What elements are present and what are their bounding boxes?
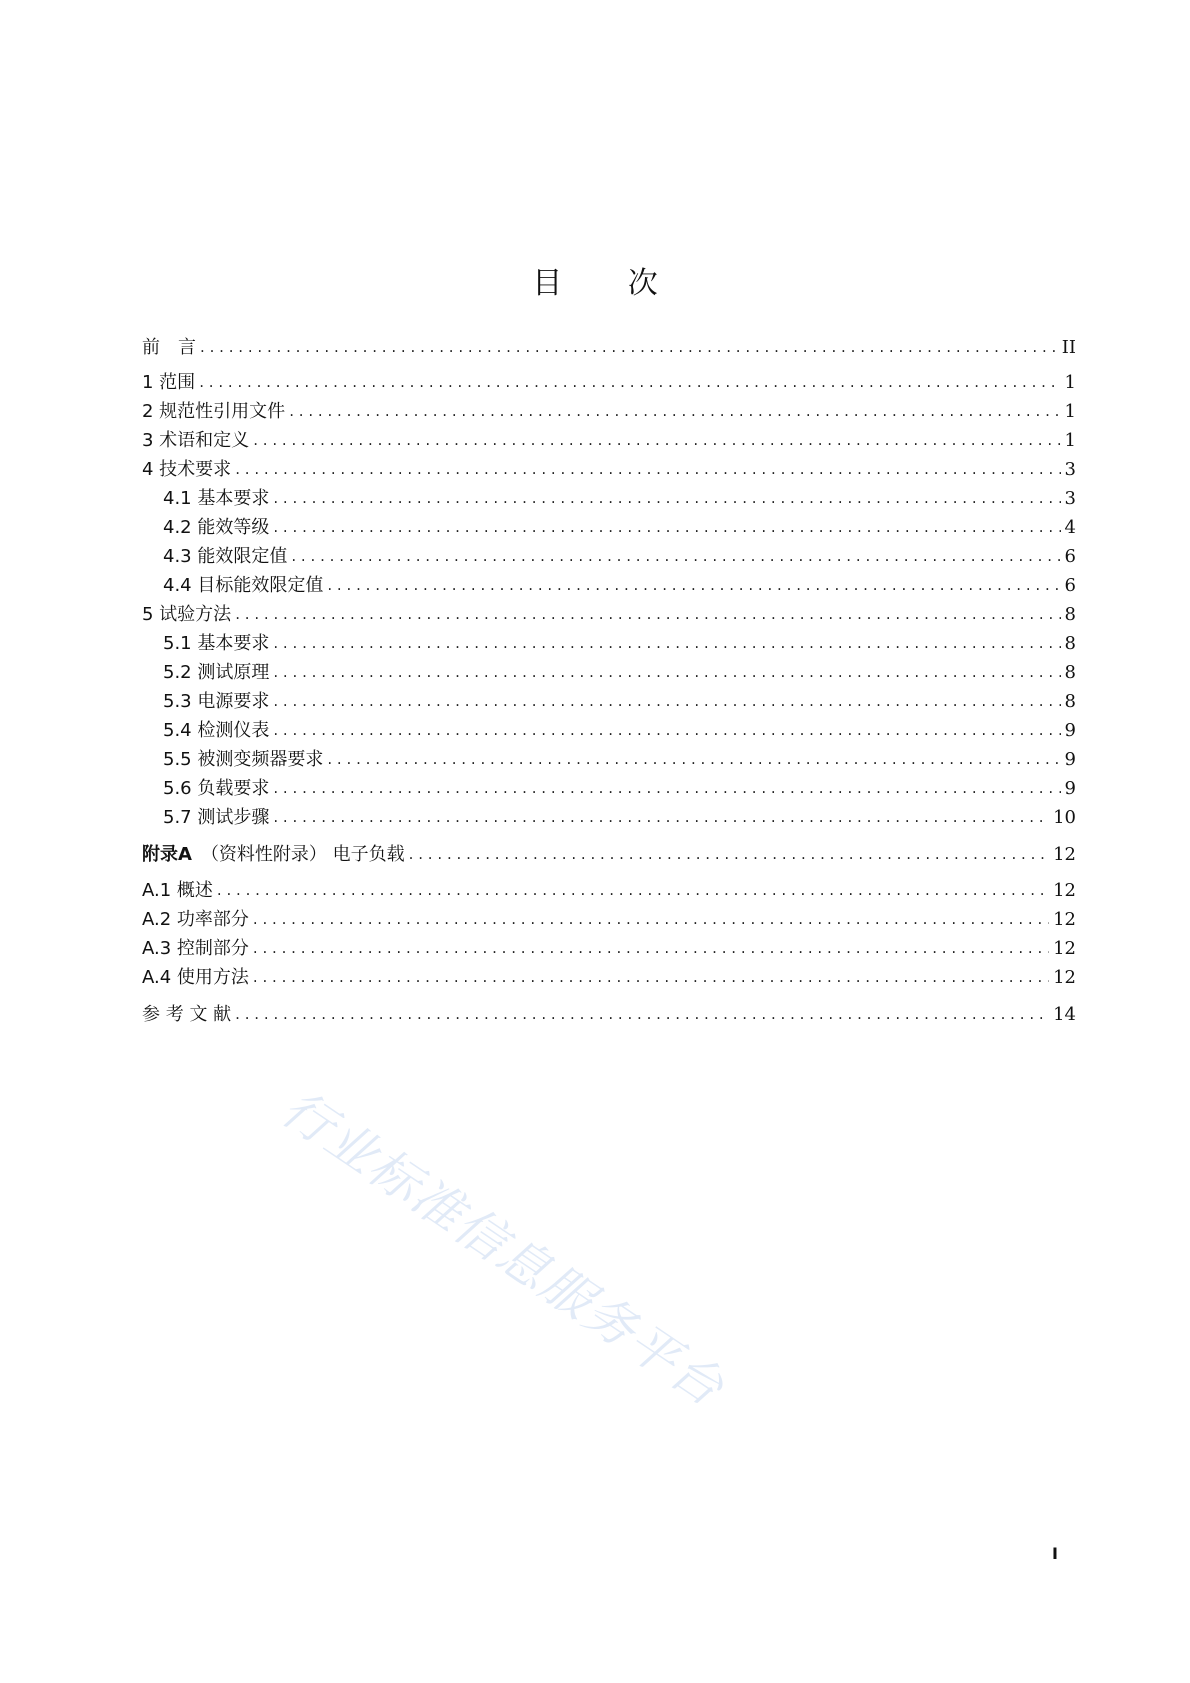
toc-entry-label: 5 试验方法 xyxy=(142,604,232,625)
toc-dot-leader xyxy=(273,630,1060,656)
toc-entry-page: 12 xyxy=(1053,909,1076,930)
toc-entry-label: 5.6 负载要求 xyxy=(163,778,270,799)
toc-dot-leader xyxy=(273,717,1060,743)
toc-entry-label: A.3 控制部分 xyxy=(142,938,249,959)
toc-entry-label: 4.3 能效限定值 xyxy=(163,546,288,567)
toc-dot-leader xyxy=(273,688,1060,714)
toc-entry-label: 2 规范性引用文件 xyxy=(142,401,286,422)
toc-entry-page: 14 xyxy=(1053,1004,1076,1025)
toc-entry-4-2[interactable] xyxy=(163,515,1076,541)
toc-entry-label: 前 言 xyxy=(142,337,196,358)
toc-dot-leader xyxy=(235,601,1060,627)
toc-dot-leader xyxy=(273,775,1060,801)
toc-entry-page: 6 xyxy=(1064,546,1076,567)
toc-entry-1[interactable] xyxy=(142,370,1076,396)
toc-entry-label: 4.4 目标能效限定值 xyxy=(163,575,324,596)
toc-entry-4[interactable] xyxy=(142,457,1076,483)
toc-entry-label: A.1 概述 xyxy=(142,880,213,901)
toc-entry-page: 1 xyxy=(1064,401,1076,422)
toc-entry-label: 4 技术要求 xyxy=(142,459,232,480)
appendix-label: 附录A xyxy=(142,844,192,865)
toc-entry-5[interactable] xyxy=(142,602,1076,628)
toc-entry-5-2[interactable] xyxy=(163,660,1076,686)
toc-entry-a-2[interactable] xyxy=(142,907,1076,933)
toc-entry-page: 8 xyxy=(1064,604,1076,625)
toc-entry-label: A.4 使用方法 xyxy=(142,967,249,988)
toc-entry-references[interactable] xyxy=(142,1002,1076,1028)
toc-entry-label: 5.1 基本要求 xyxy=(163,633,270,654)
toc-entry-label: 5.7 测试步骤 xyxy=(163,807,270,828)
toc-entry-5-5[interactable] xyxy=(163,747,1076,773)
toc-entry-label: 1 范围 xyxy=(142,372,196,393)
watermark: 行业标准信息服务平台 xyxy=(271,1079,735,1418)
toc-entry-a-3[interactable] xyxy=(142,936,1076,962)
toc-entry-4-1[interactable] xyxy=(163,486,1076,512)
toc-entry-3[interactable] xyxy=(142,428,1076,454)
toc-entry-5-4[interactable] xyxy=(163,718,1076,744)
toc-entry-label: 5.5 被测变频器要求 xyxy=(163,749,324,770)
toc-entry-5-6[interactable] xyxy=(163,776,1076,802)
toc-dot-leader xyxy=(217,877,1049,903)
toc-dot-leader xyxy=(253,964,1049,990)
toc-dot-leader xyxy=(235,456,1060,482)
toc-dot-leader xyxy=(253,427,1060,453)
toc-entry-4-3[interactable] xyxy=(163,544,1076,570)
toc-entry-label: 5.3 电源要求 xyxy=(163,691,270,712)
toc-entry-a-1[interactable] xyxy=(142,878,1076,904)
toc-entry-page: 8 xyxy=(1064,691,1076,712)
toc-entry-label: 参 考 文 献 xyxy=(142,1004,232,1025)
toc-entry-label: 4.1 基本要求 xyxy=(163,488,270,509)
toc-entry-page: 6 xyxy=(1064,575,1076,596)
toc-entry-page: II xyxy=(1061,337,1076,358)
toc-dot-leader xyxy=(235,1001,1049,1027)
toc-entry-4-4[interactable] xyxy=(163,573,1076,599)
toc-entry-page: 12 xyxy=(1053,880,1076,901)
toc-dot-leader xyxy=(291,543,1060,569)
toc-entry-a-4[interactable] xyxy=(142,965,1076,991)
toc-entry-page: 12 xyxy=(1053,938,1076,959)
toc-entry-page: 8 xyxy=(1064,662,1076,683)
toc-entry-page: 1 xyxy=(1064,372,1076,393)
page-number: I xyxy=(1052,1544,1058,1563)
toc-entry-label: A.2 功率部分 xyxy=(142,909,249,930)
toc-entry-page: 12 xyxy=(1053,844,1076,865)
toc-entry-5-1[interactable] xyxy=(163,631,1076,657)
appendix-title: （资料性附录） 电子负载 xyxy=(209,844,405,865)
toc-dot-leader xyxy=(327,746,1060,772)
toc-dot-leader xyxy=(273,485,1060,511)
toc-entry-label: 4.2 能效等级 xyxy=(163,517,270,538)
toc-entry-page: 8 xyxy=(1064,633,1076,654)
toc-entry-page: 3 xyxy=(1064,459,1076,480)
toc-entry-page: 10 xyxy=(1053,807,1076,828)
toc-entry-page: 12 xyxy=(1053,967,1076,988)
toc-entry-page: 9 xyxy=(1064,778,1076,799)
toc-entry-5-3[interactable] xyxy=(163,689,1076,715)
toc-dot-leader xyxy=(289,398,1060,424)
toc-dot-leader xyxy=(253,906,1049,932)
toc-dot-leader xyxy=(273,514,1060,540)
toc-entry-5-7[interactable] xyxy=(163,805,1076,831)
toc-entry-page: 1 xyxy=(1064,430,1076,451)
toc-dot-leader xyxy=(273,804,1049,830)
toc-entry-page: 3 xyxy=(1064,488,1076,509)
toc-dot-leader xyxy=(253,935,1049,961)
page-title: 目 次 xyxy=(532,266,686,301)
toc-entry-label: 5.2 测试原理 xyxy=(163,662,270,683)
toc-entry-foreword[interactable] xyxy=(142,335,1076,361)
toc-entry-label: 3 术语和定义 xyxy=(142,430,250,451)
toc-entry-page: 9 xyxy=(1064,720,1076,741)
toc-dot-leader xyxy=(273,659,1060,685)
toc-dot-leader xyxy=(409,841,1049,867)
toc-entry-label: 5.4 检测仪表 xyxy=(163,720,270,741)
toc-dot-leader xyxy=(327,572,1060,598)
toc-entry-page: 9 xyxy=(1064,749,1076,770)
toc-entry-page: 4 xyxy=(1064,517,1076,538)
toc-entry-2[interactable] xyxy=(142,399,1076,425)
toc-entry-appendix-a[interactable] xyxy=(142,842,1076,868)
toc-dot-leader xyxy=(200,334,1058,360)
toc-dot-leader xyxy=(199,369,1060,395)
toc-entry-label xyxy=(142,842,409,868)
